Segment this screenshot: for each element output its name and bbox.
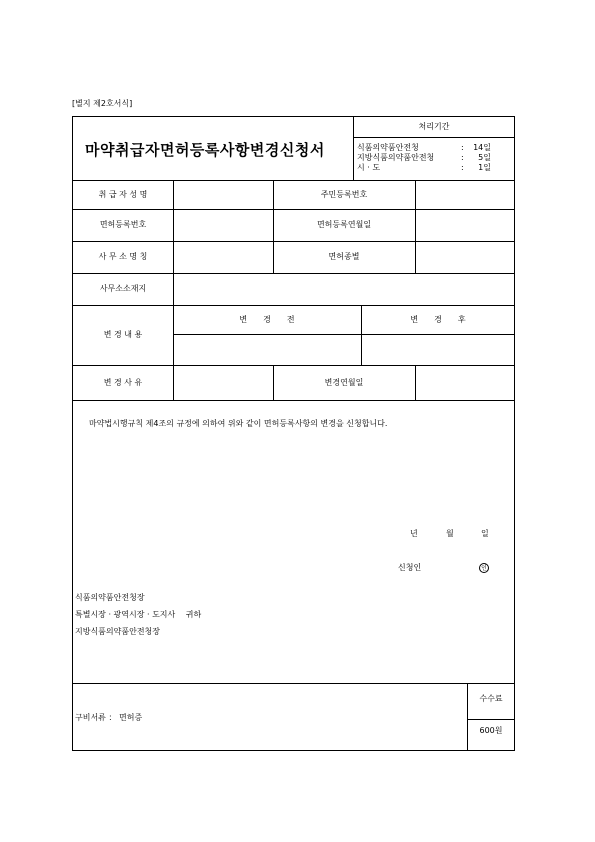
after-label: 변 경 후 (410, 315, 466, 324)
form-number: [별지 제2호서식] (72, 99, 133, 108)
col-divider (273, 180, 274, 273)
row-divider (73, 683, 515, 684)
processing-agency: 식품의약품안전청 (357, 143, 419, 152)
row-divider (73, 365, 515, 366)
processing-sep: : (461, 163, 464, 172)
row-divider (73, 400, 515, 401)
license-reg-date-label: 면허등록연월일 (316, 220, 372, 229)
office-name-label: 사 무 소 명 칭 (98, 252, 148, 261)
row-divider (173, 334, 515, 335)
processing-days: 14일 (473, 143, 491, 152)
change-content-label: 변 경 내 용 (103, 330, 143, 339)
processing-divider (353, 137, 515, 138)
processing-sep: : (461, 153, 464, 162)
row-divider (73, 241, 515, 242)
col-divider (173, 180, 174, 400)
seal-mark: 인 (479, 563, 489, 573)
row-divider (73, 305, 515, 306)
col-divider (415, 180, 416, 273)
handler-name-label: 취 급 자 성 명 (98, 190, 148, 199)
header-divider (353, 117, 354, 180)
application-statement: 마약법시행규칙 제4조의 규정에 의하여 위와 같이 면허등록사항의 변경을 신청합니다. (89, 419, 388, 428)
processing-sep: : (461, 143, 464, 152)
resident-no-label: 주민등록번호 (320, 190, 368, 199)
required-documents: 구비서류 ： 면허증 (75, 713, 143, 722)
processing-period-label: 처리기간 (418, 122, 450, 131)
addressee: 특별시장 · 광역시장 · 도지사 귀하 (75, 610, 202, 619)
row-divider (73, 209, 515, 210)
date-year: 년 (410, 529, 418, 538)
applicant-label: 신청인 (398, 563, 422, 572)
processing-days: 5일 (478, 153, 491, 162)
row-divider (73, 273, 515, 274)
change-reason-label: 변 경 사 유 (103, 378, 143, 387)
application-form (72, 116, 515, 751)
processing-agency: 시 · 도 (357, 163, 381, 172)
fee-amount: 600원 (479, 726, 503, 735)
col-divider (273, 365, 274, 400)
col-divider (361, 305, 362, 365)
row-divider (73, 180, 515, 181)
office-address-label: 사무소소재지 (99, 284, 147, 293)
fee-label: 수수료 (479, 694, 503, 703)
col-divider (467, 683, 468, 751)
date-day: 일 (481, 529, 489, 538)
license-type-label: 면허종별 (328, 252, 360, 261)
col-divider (415, 365, 416, 400)
change-date-label: 변경연월일 (324, 378, 364, 387)
license-reg-no-label: 면허등록번호 (99, 220, 147, 229)
before-label: 변 경 전 (239, 315, 295, 324)
addressee: 식품의약품안전청장 (75, 593, 145, 602)
form-title: 마약취급자면허등록사항변경신청서 (85, 141, 325, 159)
date-month: 월 (446, 529, 454, 538)
processing-agency: 지방식품의약품안전청 (357, 153, 435, 162)
addressee: 지방식품의약품안전청장 (75, 627, 161, 636)
fee-divider (467, 719, 515, 720)
processing-days: 1일 (478, 163, 491, 172)
